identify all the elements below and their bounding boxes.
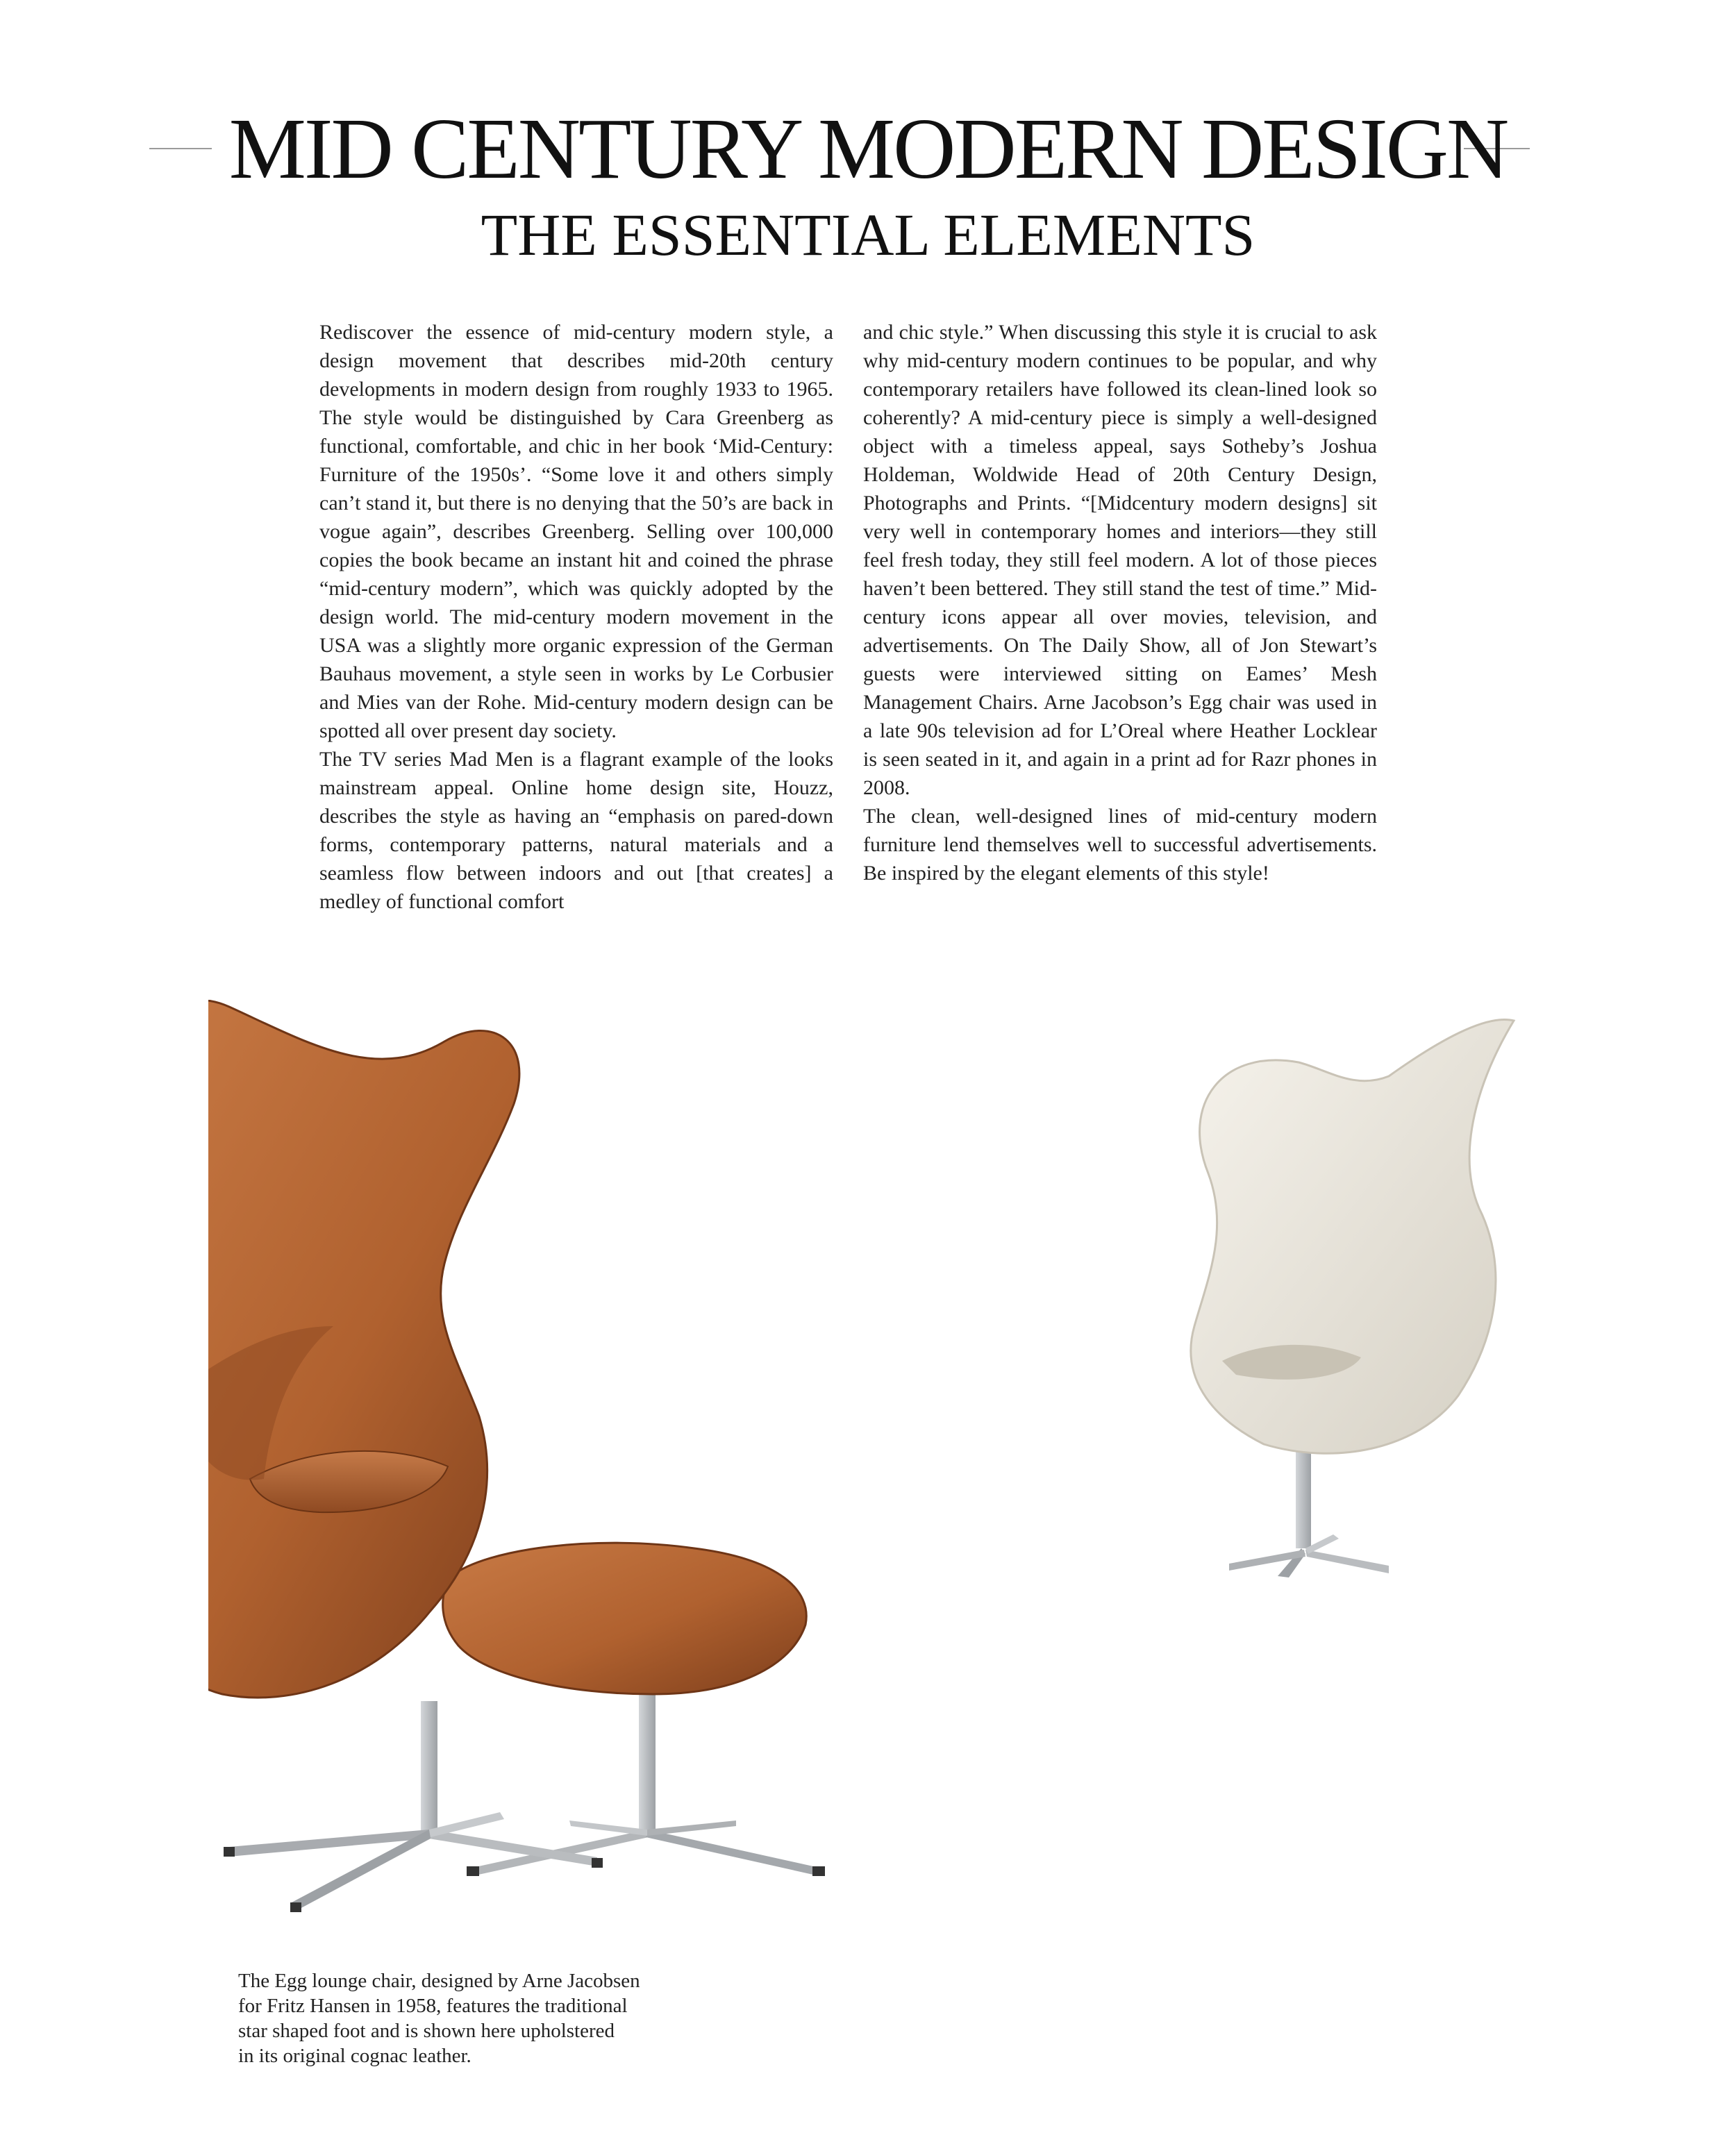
photo-caption xyxy=(238,1968,683,2068)
article-paragraph: The clean, well-designed lines of mid-century modern furniture lend themselves well to successful advertisements. Be inspired by the elegant elements of this style! xyxy=(863,805,1377,885)
caption-line: in its original cognac leather. xyxy=(238,2045,471,2067)
egg-ottoman xyxy=(443,1543,825,1876)
article-paragraph: The TV series Mad Men is a flagrant example of the looks mainstream appeal. Online home design site, Houzz, describes the style as having an “emphasis on pared-down forms, contemporary patterns, natural materials and a seamless flow between indoors and out [that creates] a medley of functional comfort xyxy=(319,748,833,913)
article-paragraph: and chic style.” When discussing this style it is crucial to ask why mid-century modern continues to be popular, and why contemporary retailers have followed its clean-lined look so coherently? A mid-century piece is simply a well-designed object with a timeless appeal, says Sotheby’s Joshua Holdeman, Woldwide Head of 20th Century Design, Photographs and Prints. “[Midcentury modern designs] sit very well in contemporary homes and interiors—they still feel fresh today, they still feel modern. A lot of those pieces haven’t been bettered. They still stand the test of time.” Mid-century icons appear all over movies, television, and advertisements. On The Daily Show, all of Jon Stewart’s guests were interviewed sitting on Eames’ Mesh Management Chairs. Arne Jacobson’s Egg chair was used in a late 90s television ad for L’Oreal where Heather Locklear is seen seated in it, and again in a print ad for Razr phones in 2008. xyxy=(863,321,1377,799)
article-column-left xyxy=(319,318,833,916)
caption-line: for Fritz Hansen in 1958, features the traditional xyxy=(238,1995,628,2017)
caption-line: star shaped foot and is shown here upholstered xyxy=(238,2020,615,2042)
page-subtitle: THE ESSENTIAL ELEMENTS xyxy=(481,201,1255,268)
page-title: MID CENTURY MODERN DESIGN xyxy=(228,101,1508,197)
cognac-egg-chair xyxy=(208,1000,603,1912)
article-column-right xyxy=(863,318,1377,887)
article-paragraph: Rediscover the essence of mid-century modern style, a design movement that describes mid-20th century developments in modern design from roughly 1933 to 1965. The style would be distinguished by Cara Greenberg as functional, comfortable, and chic in her book ‘Mid-Century: Furniture of the 1950s’. “Some love it and others simply can’t stand it, but there is no denying that the 50’s are back in vogue again”, describes Greenberg. Selling over 100,000 copies the book became an instant hit and coined the phrase “mid-century modern”, which was quickly adopted by the design world. The mid-century modern movement in the USA was a slightly more organic expression of the German Bauhaus movement, a style seen in works by Le Corbusier and Mies van der Rohe. Mid-century modern design can be spotted all over present day society. xyxy=(319,321,833,742)
caption-line: The Egg lounge chair, designed by Arne Jacobsen xyxy=(238,1970,640,1992)
egg-chair-photo xyxy=(208,1000,1680,1972)
white-egg-chair xyxy=(1191,1019,1514,1577)
